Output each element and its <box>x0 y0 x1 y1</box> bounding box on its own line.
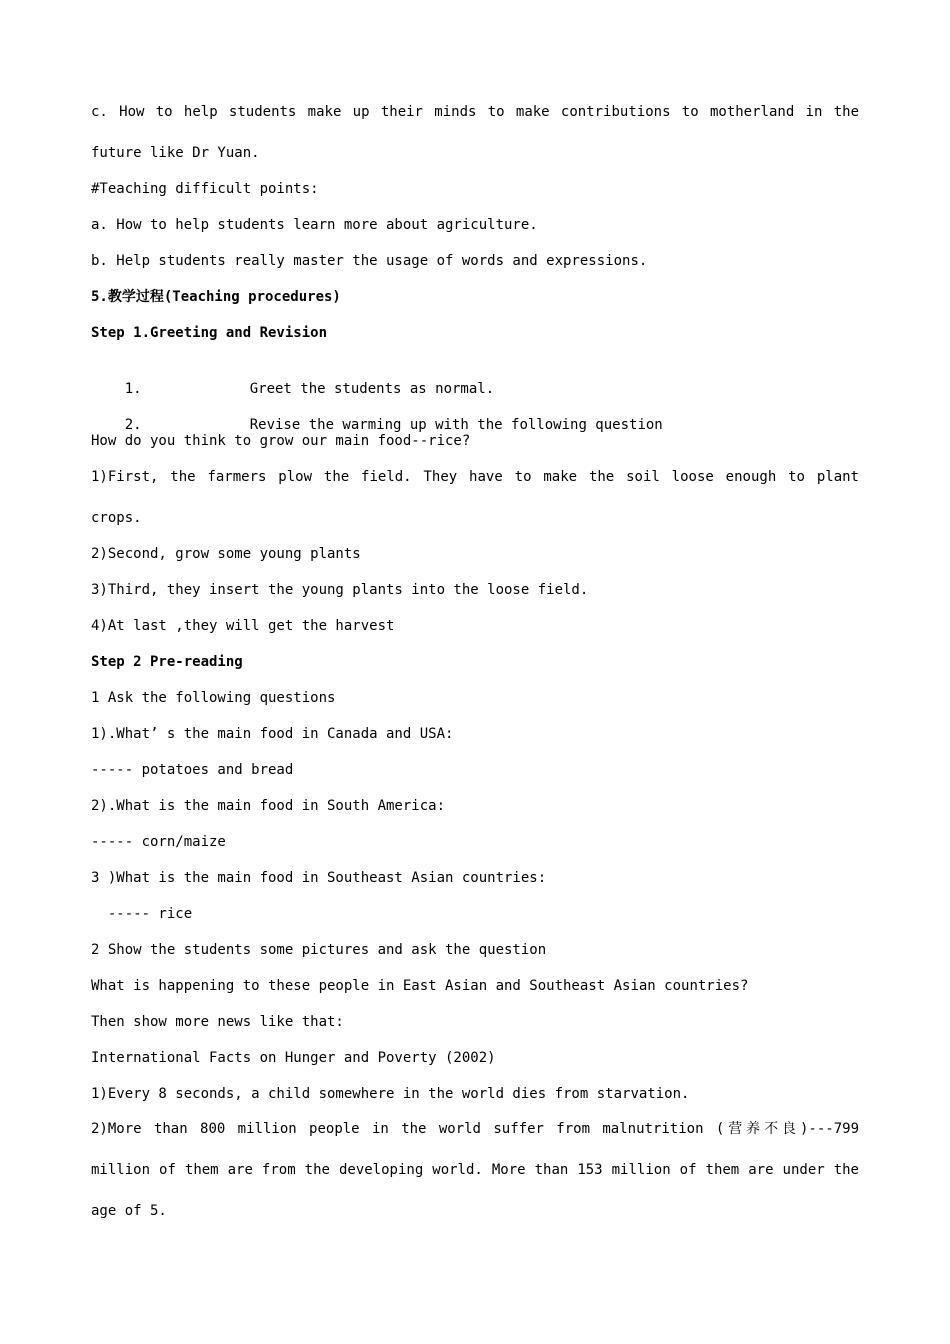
text-line: c. How to help students make up their minds to make contributions to motherland in the <box>91 104 859 120</box>
text-line: What is happening to these people in East Asian and Southeast Asian countries? <box>91 978 749 994</box>
step-heading: Step 2 Pre-reading <box>91 654 243 670</box>
item-number: 1. <box>124 381 142 397</box>
text-line: 2).What is the main food in South America: <box>91 798 446 814</box>
section-heading: 5.教学过程(Teaching procedures) <box>91 289 341 305</box>
text-line: #Teaching difficult points: <box>91 181 319 197</box>
item-text: Revise the warming up with the following question <box>249 417 663 433</box>
text-line: ----- rice <box>91 906 193 922</box>
text-line: 4)At last ,they will get the harvest <box>91 618 395 634</box>
text-line: million of them are from the developing world. More than 153 million of them are under the <box>91 1162 859 1178</box>
text-line: ----- corn/maize <box>91 834 226 850</box>
text-line: Then show more news like that: <box>91 1014 344 1030</box>
text-line: 1)First, the farmers plow the field. They have to make the soil loose enough to plant <box>91 469 859 485</box>
text-line: How do you think to grow our main food--rice? <box>91 433 471 449</box>
text-line: a. How to help students learn more about agriculture. <box>91 217 538 233</box>
item-number: 2. <box>124 417 142 433</box>
text-line: International Facts on Hunger and Poverty (2002) <box>91 1050 496 1066</box>
text-line: future like Dr Yuan. <box>91 145 260 161</box>
text-line: 2 Show the students some pictures and ask the question <box>91 942 547 958</box>
text-line: 2)More than 800 million people in the world suffer from malnutrition (营养不良)---799 <box>91 1121 859 1137</box>
text-line: 2)Second, grow some young plants <box>91 546 361 562</box>
item-text: Greet the students as normal. <box>249 381 495 397</box>
text-line: 3 )What is the main food in Southeast Asian countries: <box>91 870 547 886</box>
step-heading: Step 1.Greeting and Revision <box>91 325 328 341</box>
text-line: age of 5. <box>91 1203 167 1219</box>
text-line: 1)Every 8 seconds, a child somewhere in the world dies from starvation. <box>91 1086 690 1102</box>
text-line: 1).What’ s the main food in Canada and USA: <box>91 726 454 742</box>
text-line: 3)Third, they insert the young plants into the loose field. <box>91 582 589 598</box>
text-line: 1 Ask the following questions <box>91 690 336 706</box>
text-line: ----- potatoes and bread <box>91 762 294 778</box>
text-line: b. Help students really master the usage of words and expressions. <box>91 253 648 269</box>
text-line: crops. <box>91 510 142 526</box>
